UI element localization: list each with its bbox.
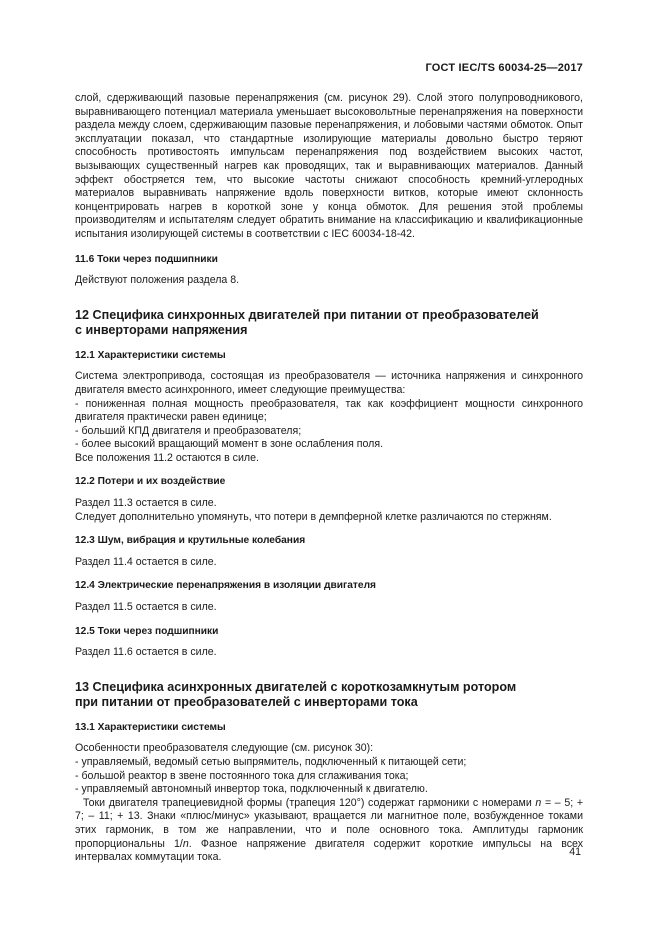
list-item: - более высокий вращающий момент в зоне ослабления поля.: [75, 438, 384, 451]
text-12-2-line2: Следует дополнительно упомянуть, что потери в демпферной клетке различаются по стержням.: [75, 510, 552, 523]
closing-12-1: Все положения 11.2 остаются в силе.: [75, 451, 259, 464]
heading-12-line1: 12 Специфика синхронных двигателей при питании от преобразователей: [75, 307, 539, 322]
text-12-2-line1: Раздел 11.3 остается в силе.: [75, 497, 217, 510]
intro-paragraph: слой, сдерживающий пазовые перенапряжения (см. рисунок 29). Слой этого полупроводникового, выравнивающего потенциал материала уменьшает высоковольтные перенапряжения на поверхности раздела между слоем, сдерживающим пазовые перенапряжения, и лобовыми частями обмоток. Опыт эксплуатации показал, что стандартные изолирующие материалы довольно быстро теряют способность противостоять импульсам перенапряжения под воздействием высоких частот, вызывающих существенный нагрев как проводящих, так и выравнивающих материалов. Данный эффект обостряется тем, что высокие частоты снижают способность кремний-углеродных материалов выравнивать напряжение вдоль поверхности витков, которые имеют склонность концентрировать нагрев в короткой зоне у конца обмоток. Для решения этой проблемы производителям и испытателям следует обратить внимание на классификацию и квалификационные испытания изолирующей системы в соответствии с IEC 60034-18-42.: [75, 92, 583, 240]
heading-12-1: 12.1 Характеристики системы: [75, 349, 226, 361]
heading-12-3: 12.3 Шум, вибрация и крутильные колебания: [75, 535, 306, 547]
heading-11-6: 11.6 Токи через подшипники: [75, 253, 218, 265]
intro-13-1: Особенности преобразователя следующие (см. рисунок 30):: [75, 742, 374, 755]
text-12-3: Раздел 11.4 остается в силе.: [75, 555, 217, 568]
list-item: - управляемый, ведомый сетью выпрямитель, подключенный к питающей сети;: [75, 756, 467, 768]
heading-13-line1: 13 Специфика асинхронных двигателей с короткозамкнутым ротором: [75, 679, 517, 694]
heading-12-5: 12.5 Токи через подшипники: [75, 625, 219, 637]
heading-13-1: 13.1 Характеристики системы: [75, 721, 226, 733]
heading-12-line2: с инверторами напряжения: [75, 323, 248, 338]
paragraph-13-1-part2: = – 5; + 7; – 11; + 13. Знаки «плюс/минус» указывают, вращается ли магнитное поле, возбужденное токами этих гармоник, в том же направлении, что и поле основного тока. Амплитуды гармоник пропорциональны 1/: [75, 796, 584, 850]
variable-n: n: [182, 837, 189, 850]
list-item: - пониженная полная мощность преобразователя, так как коэффициент мощности синхронного двигателя практически равен единице;: [75, 397, 583, 424]
list-item: - управляемый автономный инвертор тока, подключенный к двигателю.: [75, 783, 428, 796]
variable-n: n: [535, 796, 542, 809]
text-12-1: Система электропривода, состоящая из преобразователя — источника напряжения и синхронного двигателя вместо асинхронного, имеет следующие преимущества:: [75, 370, 583, 396]
text-11-6: Действуют положения раздела 8.: [75, 274, 240, 287]
heading-13: [75, 680, 583, 711]
heading-12: [75, 308, 583, 339]
text-12-5: Раздел 11.6 остается в силе.: [75, 646, 217, 659]
paragraph-13-1-part1: Токи двигателя трапециевидной формы (трапеция 120°) содержат гармоники с номерами: [83, 796, 536, 809]
heading-12-2: 12.2 Потери и их воздействие: [75, 476, 226, 488]
document-id-header: ГОСТ IEC/TS 60034-25—2017: [425, 62, 583, 74]
paragraph-13-1-part3: . Фазное напряжение двигателя содержит короткие импульсы на всех интервалах коммутации тока.: [75, 837, 583, 864]
page-content: [75, 92, 583, 865]
heading-13-line2: при питании от преобразователей с инверторами тока: [75, 695, 418, 710]
page-number: 41: [569, 846, 581, 858]
text-12-4: Раздел 11.5 остается в силе.: [75, 601, 217, 614]
heading-12-4: 12.4 Электрические перенапряжения в изоляции двигателя: [75, 580, 376, 592]
paragraph-13-1: [75, 797, 583, 865]
list-item: - больший КПД двигателя и преобразователя;: [75, 424, 302, 437]
list-item: - большой реактор в звене постоянного тока для сглаживания тока;: [75, 769, 409, 782]
